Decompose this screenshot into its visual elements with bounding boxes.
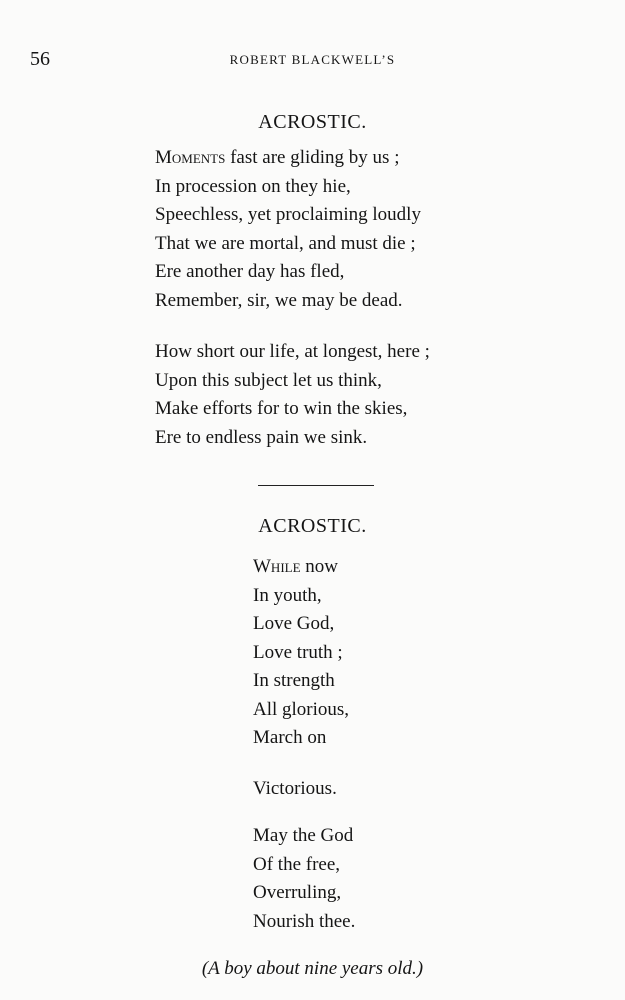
line-rest: fast are gliding by us ; [225, 147, 400, 168]
poem1-stanza1 [155, 144, 421, 315]
poem-line: Speechless, yet proclaiming loudly [155, 204, 421, 225]
poem2-stanza3 [253, 822, 355, 936]
first-word: While [253, 556, 301, 577]
poem-line: Overruling, [253, 882, 342, 903]
poem2-stanza1 [253, 553, 349, 753]
poem-line: In youth, [253, 584, 322, 606]
poem-line: In procession on they hie, [155, 175, 351, 197]
poem-line: Upon this subject let us think, [155, 369, 382, 391]
first-word: Moments [155, 147, 226, 168]
poem-line: Love truth ; [253, 641, 343, 663]
poem-line: March on [253, 727, 327, 748]
poem-line: Nourish thee. [253, 910, 356, 932]
attribution-caption: (A boy about nine years old.) [201, 958, 424, 979]
poem-title: ACROSTIC. [258, 111, 367, 133]
poem-line: In strength [253, 670, 335, 691]
poem-line: How short our life, at longest, here ; [155, 341, 430, 362]
poem-line: Ere another day has fled, [155, 261, 345, 282]
section-divider [258, 485, 374, 486]
poem-line: Victorious. [253, 778, 337, 799]
page-number: 56 [30, 48, 50, 70]
running-title: ROBERT BLACKWELL’S [229, 52, 396, 67]
poem2-stanza2 [253, 775, 337, 804]
poem-line [155, 144, 421, 173]
poem-line: Of the free, [253, 853, 341, 875]
poem-line: Ere to endless pain we sink. [155, 426, 368, 448]
poem-line: Remember, sir, we may be dead. [155, 289, 403, 311]
poem-line: Love God, [253, 613, 335, 634]
poem-title: ACROSTIC. [258, 515, 367, 537]
poem-line: Make efforts for to win the skies, [155, 398, 408, 419]
poem-line: May the God [253, 825, 354, 846]
poem-line: That we are mortal, and must die ; [155, 232, 416, 254]
poem-line: All glorious, [253, 698, 350, 720]
poem-line [253, 553, 349, 582]
line-rest: now [300, 556, 339, 577]
poem1-stanza2 [155, 338, 430, 452]
